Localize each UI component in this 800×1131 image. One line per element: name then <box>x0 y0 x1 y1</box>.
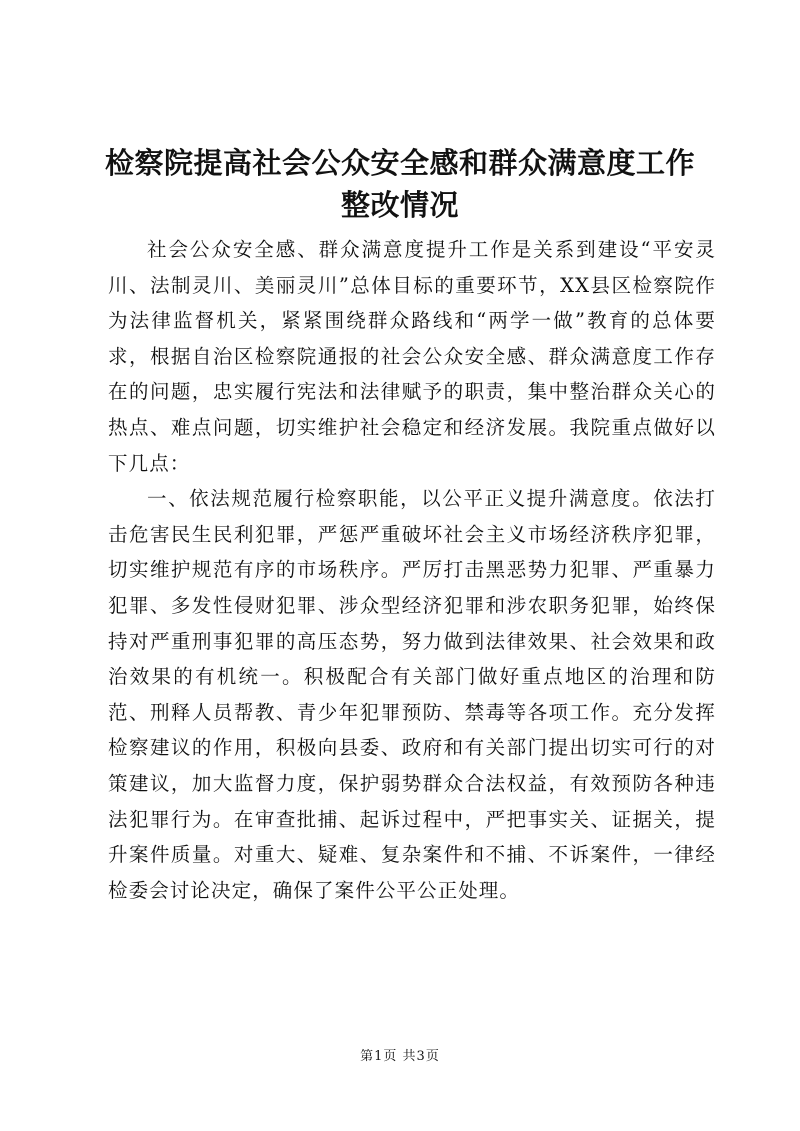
paragraph-intro: 社会公众安全感、群众满意度提升工作是关系到建设“平安灵川、法制灵川、美丽灵川”总体目标的重要环节，XX县区检察院作为法律监督机关，紧紧围绕群众路线和“两学一做”教育的总体要求，根据自治区检察院通报的社会公众安全感、群众满意度工作存在的问题，忠实履行宪法和法律赋予的职责，集中整治群众关心的热点、难点问题，切实维护社会稳定和经济发展。我院重点做好以下几点： <box>108 238 716 475</box>
page-number-footer: 第1页 共3页 <box>360 1049 440 1064</box>
title-line-1: 检察院提高社会公众安全感和群众满意度工作 <box>104 146 695 180</box>
document-title <box>95 142 705 226</box>
document-body <box>108 232 716 908</box>
title-line-2: 整改情况 <box>340 188 459 222</box>
paragraph-section-1: 一、依法规范履行检察职能，以公平正义提升满意度。依法打击危害民生民利犯罪，严惩严重破坏社会主义市场经济秩序犯罪，切实维护规范有序的市场秩序。严厉打击黑恶势力犯罪、严重暴力犯罪、多发性侵财犯罪、涉众型经济犯罪和涉农职务犯罪，始终保持对严重刑事犯罪的高压态势，努力做到法律效果、社会效果和政治效果的有机统一。积极配合有关部门做好重点地区的治理和防范、刑释人员帮教、青少年犯罪预防、禁毒等各项工作。充分发挥检察建议的作用，积极向县委、政府和有关部门提出切实可行的对策建议，加大监督力度，保护弱势群众合法权益，有效预防各种违法犯罪行为。在审查批捕、起诉过程中，严把事实关、证据关，提升案件质量。对重大、疑难、复杂案件和不捕、不诉案件，一律经检委会讨论决定，确保了案件公平公正处理。 <box>108 487 716 902</box>
